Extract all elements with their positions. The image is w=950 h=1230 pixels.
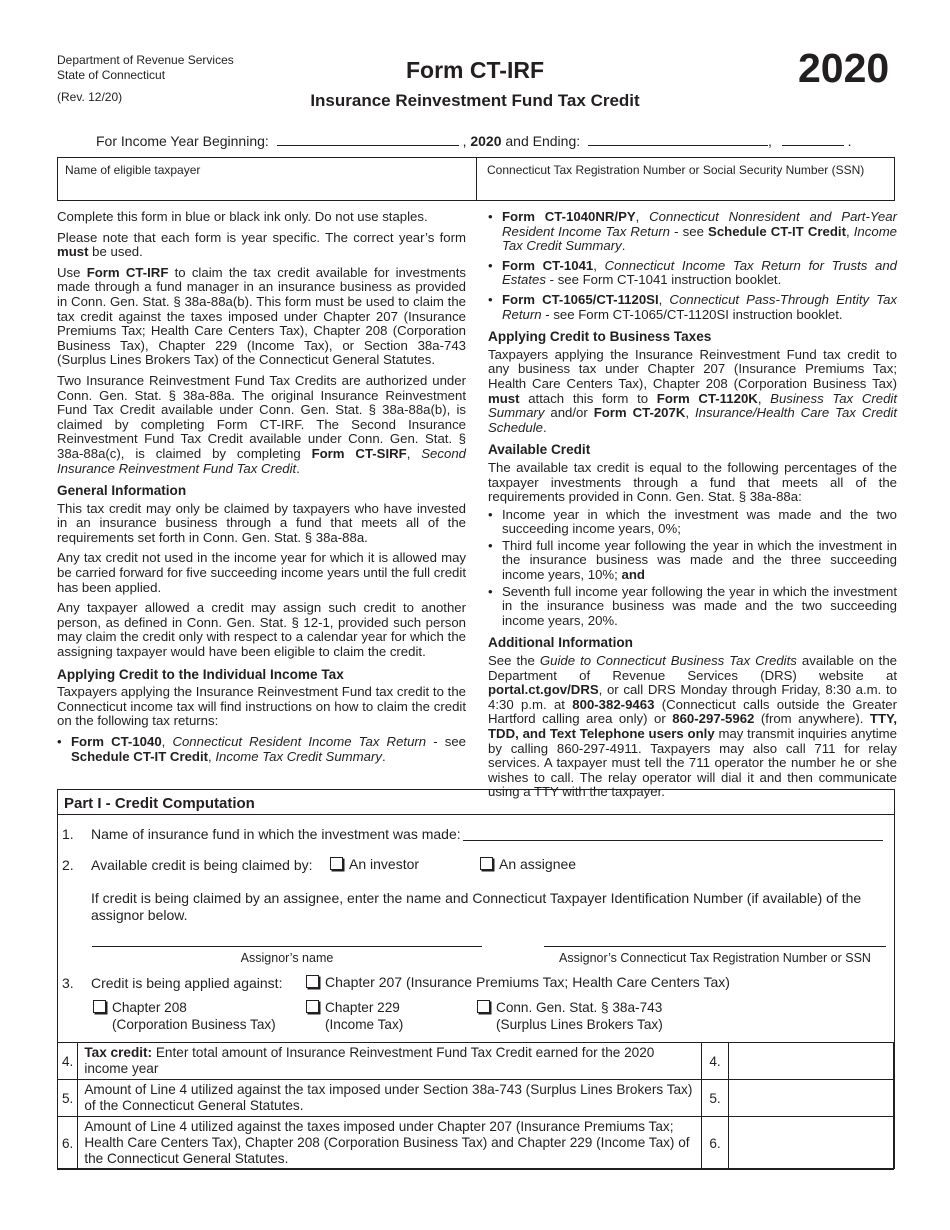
chapter229-label: Chapter 229 — [325, 1000, 400, 1015]
assignee-checkbox[interactable] — [480, 857, 493, 870]
line-number: 5. — [58, 1080, 78, 1117]
general-info-p1: This tax credit may only be claimed by taxpayers who have invested in an insurance business through a fund that meets all of the requirements set forth in Conn. Gen. Stat. § 38a-88a. — [57, 500, 466, 545]
chapter207-option[interactable] — [306, 974, 730, 990]
bullet-ct1041: • Form CT-1041, Connecticut Income Tax Return for Trusts and Estates - see Form CT-1041 instruction booklet. — [488, 259, 897, 288]
line-number: 6. — [58, 1117, 78, 1170]
business-tax-heading: Applying Credit to Business Taxes — [488, 329, 712, 345]
form-title: Form CT-IRF — [406, 57, 544, 83]
income-year-comma-2: , — [768, 133, 772, 149]
line2-label: Available credit is being claimed by: — [91, 857, 313, 873]
section743-label: Conn. Gen. Stat. § 38a-743 — [496, 1000, 663, 1015]
agency-name: Department of Revenue Services — [57, 53, 234, 67]
line-ref: 6. — [702, 1117, 729, 1170]
income-year-bold: 2020 — [470, 133, 502, 149]
assignor-name-input[interactable] — [92, 930, 482, 947]
chapter208-checkbox[interactable] — [93, 1000, 106, 1013]
bullet-ct1065: • Form CT-1065/CT-1120SI, Connecticut Pass-Through Entity Tax Return - see Form CT-1065/CT-1120SI instruction booklet. — [488, 293, 897, 322]
taxpayer-id-field[interactable] — [477, 158, 894, 200]
section743-option[interactable] — [477, 999, 663, 1033]
additional-info-paragraph: See the Guide to Connecticut Business Tax Credits available on the Department of Revenue Services (DRS) website at portal.ct.gov/DRS, or call DRS Monday through Friday, 8:30 a.m. to 4:30 p.m. at 800-382-9463 (Connecticut calls outside the Greater Hartford calling area only) or 860-297-5962 (from anywhere). TTY, TDD, and Text Telephone users only may transmit inquiries anytime by calling 860-297-4911. Taxpayers may also call 711 for relay services. A taxpayer must tell the 711 operator the number he or she wishes to call. The relay operator will dial it and then communicate using a TTY with the taxpayer. — [488, 653, 898, 800]
chapter229-option[interactable] — [306, 999, 403, 1033]
chapter208-sublabel: (Corporation Business Tax) — [112, 1017, 276, 1032]
use-form-paragraph: Use Form CT-IRF to claim the tax credit available for investments made through a fund manager in an insurance business as provided in Conn. Gen. Stat. § 38a-88a(b). This form must be used to claim the tax credit against the taxes imposed under Chapter 207 (Insurance Premiums Tax; Health Care Centers Tax), Chapter 208 (Corporation Business Tax), Chapter 229 (Income Tax), or Section 38a-743 (Surplus Lines Brokers Tax) of the Connecticut General Statutes. — [57, 264, 466, 368]
assignor-name-label: Assignor’s name — [240, 951, 334, 965]
bullet-ct1040: • Form CT-1040, Connecticut Resident Income Tax Return - see Schedule CT-IT Credit, Income Tax Credit Summary. — [57, 735, 466, 764]
available-bullet-2: • Third full income year following the year in which the investment in the insurance business was made and the three succeeding income years, 10%; and — [488, 539, 897, 583]
individual-tax-heading: Applying Credit to the Individual Income Tax — [57, 666, 344, 682]
credit-lines-table — [57, 1042, 894, 1170]
taxpayer-name-label: Name of eligible taxpayer — [65, 163, 201, 177]
line-number: 4. — [58, 1043, 78, 1080]
revision-date: (Rev. 12/20) — [57, 90, 123, 104]
year-specific-note: Please note that each form is year specific. The correct year’s form must be used. — [57, 229, 466, 260]
chapter208-option[interactable] — [93, 999, 276, 1033]
line-description: Tax credit: Enter total amount of Insurance Reinvestment Fund Tax Credit earned for the 2020 income year — [78, 1043, 702, 1080]
line-ref: 4. — [702, 1043, 729, 1080]
available-credit-paragraph: The available tax credit is equal to the following percentages of the taxpayer investments through a fund that meets all of the requirements provided in Conn. Gen. Stat. § 38a-88a: — [488, 459, 897, 505]
business-tax-paragraph: Taxpayers applying the Insurance Reinvestment Fund tax credit to any business tax under Chapter 207 (Insurance Premiums Tax; Health Care Centers Tax), Chapter 208 (Corporation Business Tax) must attach this form to Form CT-1120K, Business Tax Credit Summary and/or Form CT-207K, Insurance/Health Care Tax Credit Schedule. — [488, 346, 898, 435]
form-subtitle: Insurance Reinvestment Fund Tax Credit — [310, 91, 640, 110]
income-year-end-year-input[interactable] — [782, 133, 844, 146]
line2-number: 2. — [62, 857, 74, 873]
chapter229-checkbox[interactable] — [306, 1000, 319, 1013]
taxpayer-id-label: Connecticut Tax Registration Number or Social Security Number (SSN) — [487, 163, 865, 177]
tax-year: 2020 — [798, 45, 890, 91]
line6-amount-input[interactable] — [729, 1117, 894, 1170]
insurance-fund-name-input[interactable] — [463, 824, 883, 841]
line-description: Amount of Line 4 utilized against the taxes imposed under Chapter 207 (Insurance Premiums Tax; Health Care Centers Tax), Chapter 208 (Corporation Business Tax) and Chapter 229 (Income Tax) of the Connecticut General Statutes. — [78, 1117, 702, 1170]
income-year-end-input[interactable] — [588, 133, 768, 146]
investor-checkbox[interactable] — [330, 857, 343, 870]
general-info-p2: Any tax credit not used in the income year for which it is allowed may be carried forward for five succeeding income years until the full credit has been applied. — [57, 550, 466, 595]
ink-note: Complete this form in blue or black ink only. Do not use staples. — [57, 209, 428, 224]
chapter207-label: Chapter 207 (Insurance Premiums Tax; Health Care Centers Tax) — [325, 974, 730, 990]
line-ref: 5. — [702, 1080, 729, 1117]
instructions-left-column — [57, 210, 466, 769]
instructions-right-column — [488, 210, 897, 806]
taxpayer-name-field[interactable] — [58, 158, 477, 200]
line6-row — [58, 1117, 894, 1170]
section743-sublabel: (Surplus Lines Brokers Tax) — [496, 1017, 663, 1032]
part1-divider — [57, 814, 895, 815]
taxpayer-box — [57, 157, 895, 201]
available-bullet-1: • Income year in which the investment was made and the two succeeding income years, 0%; — [488, 508, 897, 537]
assignor-id-label: Assignor’s Connecticut Tax Registration Number or SSN — [559, 951, 871, 965]
bullet-ct1040nrpy: • Form CT-1040NR/PY, Connecticut Nonresident and Part-Year Resident Income Tax Return - see Schedule CT-IT Credit, Income Tax Credit Summary. — [488, 210, 897, 254]
line3-label: Credit is being applied against: — [91, 975, 283, 991]
assignee-note: If credit is being claimed by an assignee, enter the name and Connecticut Taxpayer Identification Number (if available) of the assignor below. — [91, 890, 862, 923]
line4-amount-input[interactable] — [729, 1043, 894, 1080]
available-credit-heading: Available Credit — [488, 442, 591, 458]
general-info-heading: General Information — [57, 483, 187, 499]
income-year-row: For Income Year Beginning: , 2020 and Ending: , . — [96, 133, 852, 149]
available-bullet-3: • Seventh full income year following the year in which the investment in the insurance business was made and the two succeeding income years, 20%. — [488, 585, 897, 629]
assignee-label: An assignee — [499, 856, 577, 872]
chapter208-label: Chapter 208 — [112, 1000, 187, 1015]
income-year-comma: , — [462, 133, 467, 149]
line4-row — [58, 1043, 894, 1080]
drs-website-link[interactable]: portal.ct.gov/DRS — [488, 682, 599, 698]
line1-number: 1. — [62, 826, 74, 842]
line3-number: 3. — [62, 975, 74, 991]
line-description: Amount of Line 4 utilized against the tax imposed under Section 38a-743 (Surplus Lines Brokers Tax) of the Connecticut General Statutes. — [78, 1080, 702, 1117]
income-year-end-label: and Ending: — [505, 133, 581, 149]
section743-checkbox[interactable] — [477, 1000, 490, 1013]
general-info-p3: Any taxpayer allowed a credit may assign such credit to another person, as defined in Conn. Gen. Stat. § 12-1, provided such person may claim the credit only with respect to a calendar year for which the assigning taxpayer would have been eligible to claim the credit. — [57, 600, 466, 660]
chapter229-sublabel: (Income Tax) — [325, 1017, 404, 1032]
assignor-id-input[interactable] — [544, 930, 886, 947]
income-year-begin-label: For Income Year Beginning: — [96, 133, 269, 149]
investor-label: An investor — [349, 856, 420, 872]
two-credits-paragraph: Two Insurance Reinvestment Fund Tax Credits are authorized under Conn. Gen. Stat. § 38a-88a. The original Insurance Reinvestment Fund Tax Credit available under Conn. Gen. Stat. § 38a-88a(b), is claimed by completing Form CT-IRF. The Second Insurance Reinvestment Fund Tax Credit available under Conn. Gen. Stat. § 38a-88a(c), is claimed by completing Form CT-SIRF, Second Insurance Reinvestment Fund Tax Credit. — [57, 372, 466, 476]
investor-option[interactable] — [330, 856, 419, 872]
state-name: State of Connecticut — [57, 68, 166, 82]
assignee-option[interactable] — [480, 856, 576, 872]
income-year-begin-input[interactable] — [277, 133, 459, 146]
individual-tax-paragraph: Taxpayers applying the Insurance Reinvestment Fund tax credit to the Connecticut income tax will find instructions on how to claim the credit on the following tax returns: — [57, 684, 466, 729]
line5-amount-input[interactable] — [729, 1080, 894, 1117]
line1-label: Name of insurance fund in which the investment was made: — [91, 826, 461, 842]
additional-info-heading: Additional Information — [488, 635, 633, 651]
part1-title: Part I - Credit Computation — [64, 795, 255, 812]
chapter207-checkbox[interactable] — [306, 975, 319, 988]
line5-row — [58, 1080, 894, 1117]
